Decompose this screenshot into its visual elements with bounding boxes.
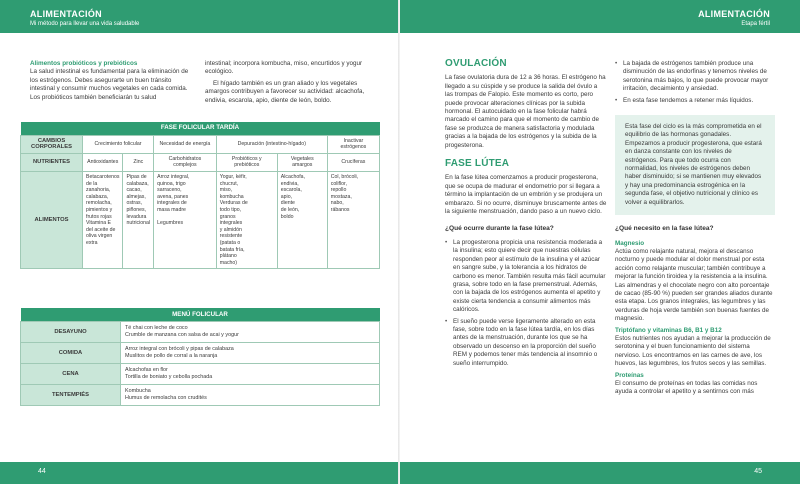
probiotics-heading: Alimentos probióticos y prebióticos <box>30 60 138 67</box>
right-page <box>400 0 800 484</box>
list-item: • La progesterona propicia una resistencia moderada a la insulina; esto quiere decir que nuestras células responden peor al estímulo de la insulina y el azúcar en sangre sube, y la tolerancia a los hidratos de carbono es menor. También resulta más fácil acumular grasa, sobre todo en la fase premenstrual. Además, con la bajada de los estrógenos aumenta el apetito y existe cierta tendencia a consumir alimentos más calóricos. <box>445 239 607 315</box>
table-row <box>21 385 380 406</box>
late-follicular-caption: FASE FOLICULAR TARDÍA <box>21 122 380 135</box>
left-column-1 <box>30 60 193 105</box>
protein-text: El consumo de proteínas en todas las comidas nos ayuda a controlar el apetito y a sentirnos con más <box>615 380 758 396</box>
hormone-balance-text: Esta fase del ciclo es la más comprometida en el equilibrio de las hormonas gonadales. Empezamos a producir progesterona, que estará en danza constante con los niveles de estrógenos. Para que todo ocurra con normalidad, los niveles de estrógenos deben haber disminuido; si se mantienen muy elevados y hay una predominancia estrogénica en la segunda fase, el objetivo nutricional y clínico es volver a equilibrarlos. <box>625 123 762 206</box>
meal-items: Arroz integral con brócoli y pipas de calabaza Muslitos de pollo de corral a la naranja <box>121 343 380 364</box>
row-header-nutrients: NUTRIENTES <box>21 153 83 171</box>
tryptophan-text: Estos nutrientes nos ayudan a mejorar la producción de serotonina y el buen funcionamiento del sistema nervioso. Los encontramos en las carnes de ave, los huevos, las legumbres, los frutos secos y las semillas. <box>615 334 771 368</box>
meal-breakfast: DESAYUNO <box>21 322 121 343</box>
table-cell: Probióticos y prebióticos <box>216 153 277 171</box>
meal-items: Kombucha Humus de remolacha con crudités <box>121 385 380 406</box>
table-cell: Betacarotenos de la zanahoria, calabaza, remolacha, pimientos y frutos rojas Vitamina E del aceite de oliva virgen extra <box>83 171 123 268</box>
protein-heading: Proteínas <box>615 371 644 379</box>
table-cell: Vegetales amargos <box>277 153 327 171</box>
liver-text: El hígado también es un gran aliado y los vegetales amargos contribuyen a favorecer su actividad: alcachofa, endivia, escarola, apio, diente de león, boldo. <box>205 79 365 104</box>
table-cell: Zinc <box>123 153 154 171</box>
ovulation-title: OVULACIÓN <box>445 58 507 69</box>
luteal-title: FASE LÚTEA <box>445 158 510 170</box>
late-follicular-table <box>20 122 380 269</box>
right-page-header <box>400 0 800 33</box>
follicular-menu-caption: MENÚ FOLICULAR <box>21 308 380 322</box>
tryptophan-heading: Triptófano y vitaminas B6, B1 y B12 <box>615 326 722 334</box>
meal-items: Té chai con leche de coco Crumble de manzana con salsa de acai y yogur <box>121 322 380 343</box>
left-page-footer <box>0 462 400 484</box>
row-header-foods: ALIMENTOS <box>21 171 83 268</box>
table-cell: Depuración (intestino-hígado) <box>216 135 327 153</box>
left-header-subtitle: Mi método para llevar una vida saludable <box>30 21 140 27</box>
list-item: • La bajada de estrógenos también produce una disminución de las endorfinas y tenemos niveles de serotonina más bajos, lo que puede provocar mayor irritación, decaimiento y ansiedad. <box>615 60 775 94</box>
meal-items: Alcachofas en flor Tortilla de boniato y cebolla pochada <box>121 364 380 385</box>
intestinal-text: intestinal; incorpora kombucha, miso, encurtidos y yogur ecológico. <box>205 60 363 76</box>
needs-question: ¿Qué necesito en la fase lútea? <box>615 225 714 233</box>
table-cell: Crecimiento folicular <box>83 135 154 153</box>
row-header-body-changes: CAMBIOS CORPORALES <box>21 135 83 153</box>
right-page-number: 45 <box>754 468 762 475</box>
hormone-balance-box <box>615 115 775 215</box>
table-cell: Pipas de calabaza, cacao, almejas, ostras, piñones, levadura nutricional <box>123 171 154 268</box>
left-page-header <box>0 0 400 33</box>
left-header-title: ALIMENTACIÓN <box>30 9 102 19</box>
table-cell: Carbohidratos complejos <box>154 153 217 171</box>
table-cell: Necesidad de energía <box>154 135 217 153</box>
right-column-1 <box>445 60 607 371</box>
left-column-2 <box>205 60 370 108</box>
luteal-text: En la fase lútea comenzamos a producir progesterona, que se ocupa de madurar el endometrio por si llegara a término la implantación de un embrión y se produjera un embarazo. Si no ocurre, disminuye bruscamente antes de la siguiente menstruación, dando paso a un nuevo ciclo. <box>445 174 607 216</box>
table-row <box>21 135 380 153</box>
table-row <box>21 343 380 364</box>
magnesium-text: Actúa como relajante natural, mejora el descanso nocturno y puede modular el dolor menstrual por esta acción como relajante muscular; también contribuye a mejorar la función tiroidea y la resistencia a la insulina. Las almendras y el chocolate negro con alto porcentaje de cacao (85-90 %) pueden ser grandes aliados durante esta etapa. Los granos integrales, las legumbres y las verduras de hoja verde también son buenas fuentes de magnesio. <box>615 247 773 323</box>
table-cell: Yogur, kéfir, chucrut, miso, kombucha Verduras de todo tipo, granos integrales y almidón resistente (patata o batata fría, plátano macho) <box>216 171 277 268</box>
table-cell: Antioxidantes <box>83 153 123 171</box>
left-page-number: 44 <box>38 468 46 475</box>
table-row <box>21 171 380 268</box>
table-cell: Col, brócoli, coliflor, repollo mostaza, nabo, rábanos <box>327 171 379 268</box>
estrogen-bullet-list <box>615 60 775 105</box>
table-row <box>21 364 380 385</box>
list-item: • El sueño puede verse ligeramente alterado en esta fase, sobre todo en la fase lútea tardía, en los días antes de la menstruación, durante los que se ha observado un descenso en la proporción del sueño REM y podemos tener más tendencia al insomnio o sueño interrumpido. <box>445 318 607 368</box>
table-cell: Alcachofa, endivia, escarola, apio, diente de león, boldo <box>277 171 327 268</box>
table-row <box>21 322 380 343</box>
right-column-2 <box>615 60 775 400</box>
luteal-question: ¿Qué ocurre durante la fase lútea? <box>445 224 554 232</box>
meal-dinner: CENA <box>21 364 121 385</box>
ovulation-text: La fase ovulatoria dura de 12 a 36 horas. El estrógeno ha llegado a su cúspide y se produce la salida del óvulo a las trompas de Falopio. Este momento es corto, pero puede provocar alteraciones clínicas por la subida hormonal. El autocuidado en la fase folicular habrá marcado el camino para que el momento de cambio de fase se produzca de manera satisfactoria y modulada gracias a la bajada de los estrógenos y la subida de la progesterona. <box>445 74 606 149</box>
list-item: • En esta fase tendemos a retener más líquidos. <box>615 97 775 105</box>
luteal-bullet-list <box>445 239 607 368</box>
follicular-menu-table <box>20 308 380 406</box>
table-row <box>21 153 380 171</box>
right-header-title: ALIMENTACIÓN <box>698 9 770 19</box>
meal-snacks: TENTEMPIÉS <box>21 385 121 406</box>
table-cell: Inactivar estrógenos <box>327 135 379 153</box>
table-cell: Crucíferas <box>327 153 379 171</box>
probiotics-text: La salud intestinal es fundamental para la eliminación de los estrógenos. Debes asegurarte un buen tránsito intestinal y consumir muchos vegetales en cada comida. Los probióticos también beneficiarán tu salud <box>30 68 189 101</box>
magnesium-heading: Magnesio <box>615 239 645 247</box>
right-header-subtitle: Etapa fértil <box>741 21 770 27</box>
meal-lunch: COMIDA <box>21 343 121 364</box>
table-cell: Arroz integral, quinoa, trigo sarraceno, avena, panes integrales de masa madre Legumbres <box>154 171 217 268</box>
right-page-footer <box>400 462 800 484</box>
